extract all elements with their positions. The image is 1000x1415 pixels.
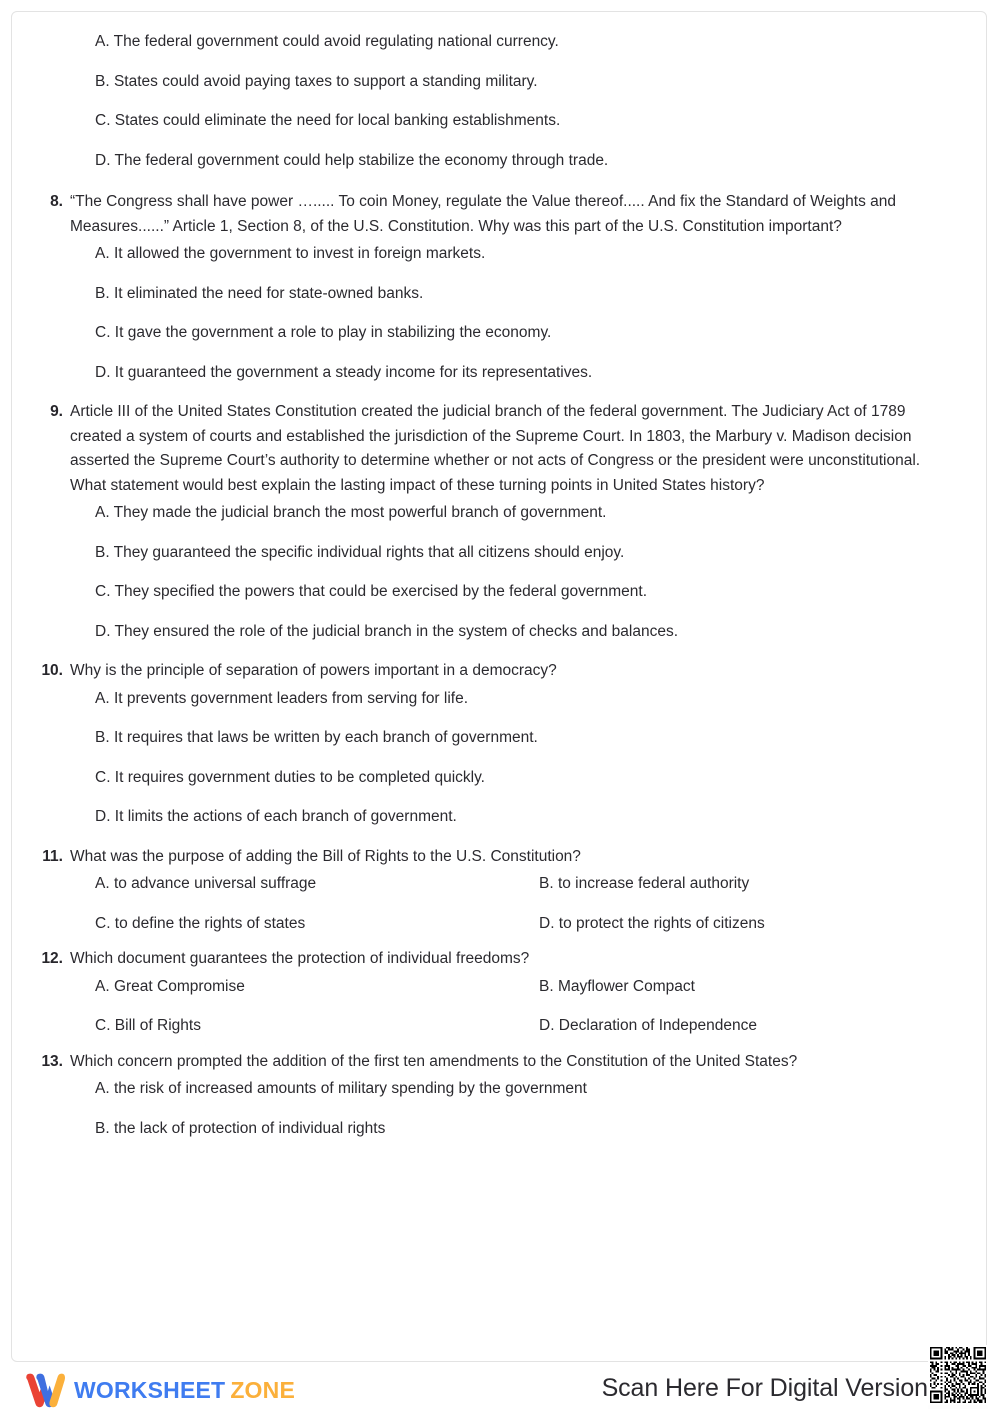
question-text: Which concern prompted the addition of the first ten amendments to the Constitution of the United States? xyxy=(70,1052,798,1070)
question-stem-row xyxy=(36,400,958,498)
option-item[interactable]: D. to protect the rights of citizens xyxy=(539,914,765,932)
option-item[interactable]: C. It gave the government a role to play in stabilizing the economy. xyxy=(95,324,552,341)
worksheet-zone-w-mark-icon xyxy=(23,1370,65,1410)
option-item[interactable]: C. It requires government duties to be completed quickly. xyxy=(95,768,485,786)
option-item[interactable]: A. They made the judicial branch the most powerful branch of government. xyxy=(95,504,607,521)
question-stem-row xyxy=(36,659,958,684)
option-item[interactable]: D. It guaranteed the government a steady income for its representatives. xyxy=(95,363,593,381)
question-text: Why is the principle of separation of powers important in a democracy? xyxy=(70,662,557,679)
option-item[interactable]: B. It eliminated the need for state-owned banks. xyxy=(95,284,424,302)
question-number: 10. xyxy=(41,662,63,679)
option-item[interactable]: C. Bill of Rights xyxy=(95,1017,201,1034)
option-item[interactable]: A. It prevents government leaders from serving for life. xyxy=(95,689,469,707)
option-item: B. States could avoid paying taxes to support a standing military. xyxy=(95,72,538,90)
option-item[interactable]: A. to advance universal suffrage xyxy=(95,875,317,892)
option-item[interactable]: A. the risk of increased amounts of military spending by the government xyxy=(95,1080,587,1097)
option-item[interactable]: B. They guaranteed the specific individual rights that all citizens should enjoy. xyxy=(95,543,625,561)
scan-instruction-text: Scan Here For Digital Version xyxy=(601,1374,928,1402)
question-text: “The Congress shall have power …..... To coin Money, regulate the Value thereof..... And fix the Standard of Weights and Measures......” Article 1, Section 8, of the U.S. Constitution. Why was this part of the U.S. Constitution important? xyxy=(70,193,896,235)
carryover-options xyxy=(36,30,958,173)
question-12 xyxy=(36,947,958,1039)
question-number: 11. xyxy=(42,847,63,865)
option-item[interactable]: B. It requires that laws be written by each branch of government. xyxy=(95,729,538,746)
brand-name-primary: WORKSHEET xyxy=(74,1376,226,1403)
question-10 xyxy=(36,659,958,830)
answer-options xyxy=(36,687,958,830)
question-number: 8. xyxy=(50,193,63,210)
worksheet-body xyxy=(12,12,987,1156)
option-item[interactable]: D. Declaration of Independence xyxy=(539,1017,758,1034)
option-item[interactable]: B. to increase federal authority xyxy=(539,875,750,892)
question-text: Which document guarantees the protection of individual freedoms? xyxy=(70,950,530,967)
question-9 xyxy=(36,400,958,644)
answer-options xyxy=(36,1077,958,1141)
question-text: Article III of the United States Constitution created the judicial branch of the federal government. The Judiciary Act of 1789 created a system of courts and established the jurisdiction of the Supreme Court. In 1803, the Marbury v. Madison decision asserted the Supreme Court’s authority to determine whether or not acts of Congress or the president were unconstitutional. What statement would best explain the lasting impact of these turning points in United States history? xyxy=(70,403,921,494)
option-item[interactable]: C. They specified the powers that could be exercised by the federal government. xyxy=(95,583,647,600)
page-footer xyxy=(0,1362,1000,1414)
option-item: A. The federal government could avoid regulating national currency. xyxy=(95,33,559,50)
worksheet-page xyxy=(11,11,987,1362)
question-stem-row xyxy=(36,947,958,972)
question-number: 13. xyxy=(41,1052,63,1070)
option-item[interactable]: C. to define the rights of states xyxy=(95,914,306,932)
answer-options xyxy=(36,501,958,644)
option-item[interactable]: D. It limits the actions of each branch of government. xyxy=(95,808,457,825)
qr-code-icon[interactable] xyxy=(928,1345,988,1409)
option-item[interactable]: A. It allowed the government to invest in foreign markets. xyxy=(95,245,486,262)
brand-wordmark xyxy=(74,1377,295,1404)
question-stem-row xyxy=(36,1050,958,1075)
option-item[interactable]: D. They ensured the role of the judicial branch in the system of checks and balances. xyxy=(95,622,679,640)
question-8 xyxy=(36,190,958,385)
question-number: 9. xyxy=(50,403,63,420)
option-item[interactable]: B. the lack of protection of individual rights xyxy=(95,1119,386,1137)
option-item[interactable]: B. Mayflower Compact xyxy=(539,977,695,995)
answer-options xyxy=(36,872,958,936)
question-stem-row xyxy=(36,190,958,239)
question-text: What was the purpose of adding the Bill of Rights to the U.S. Constitution? xyxy=(70,847,581,865)
brand-logo[interactable] xyxy=(23,1368,295,1412)
question-11 xyxy=(36,845,958,937)
answer-options xyxy=(36,242,958,385)
question-13 xyxy=(36,1050,958,1142)
answer-options xyxy=(36,975,958,1039)
brand-name-secondary: ZONE xyxy=(230,1376,296,1403)
question-stem-row xyxy=(36,845,958,870)
option-item: D. The federal government could help stabilize the economy through trade. xyxy=(95,151,609,169)
option-item[interactable]: A. Great Compromise xyxy=(95,977,245,995)
question-number: 12. xyxy=(41,950,63,967)
option-item: C. States could eliminate the need for local banking establishments. xyxy=(95,112,561,129)
